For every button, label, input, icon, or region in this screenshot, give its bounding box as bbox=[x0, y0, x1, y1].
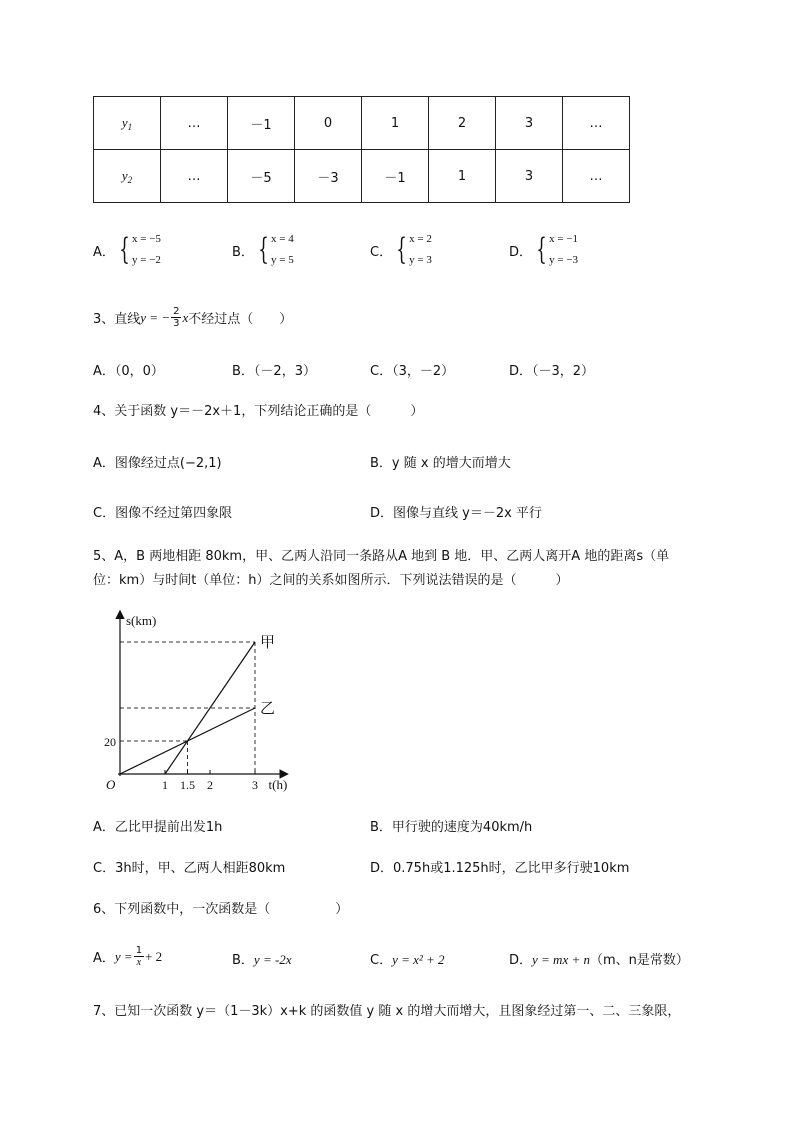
option-a[interactable]: A．乙比甲提前出发1h bbox=[93, 820, 223, 835]
guide-lines bbox=[120, 642, 255, 774]
equation: y = 3 bbox=[409, 254, 432, 266]
option-a[interactable] bbox=[93, 945, 162, 968]
option-c[interactable]: C．图像不经过第四象限 bbox=[93, 506, 233, 521]
series-lines bbox=[120, 633, 275, 774]
expression: y = -2x bbox=[253, 952, 292, 967]
row-label-sub: 2 bbox=[127, 174, 133, 185]
option-d[interactable] bbox=[509, 949, 689, 968]
table-cell: 1 bbox=[429, 150, 496, 203]
origin-label: O bbox=[106, 777, 116, 792]
fraction-numerator: 1 bbox=[135, 945, 143, 956]
option-b[interactable]: B．（－2，3） bbox=[232, 364, 316, 379]
option-b[interactable]: B．甲行驶的速度为40km/h bbox=[370, 820, 533, 835]
table-cell: －3 bbox=[295, 150, 362, 203]
option-letter: A． bbox=[93, 951, 115, 966]
row-label-var: y bbox=[121, 114, 128, 130]
option-a[interactable]: A．图像经过点(−2,1) bbox=[93, 456, 222, 471]
option-c[interactable]: C．（3，－2） bbox=[370, 364, 455, 379]
table-cell: … bbox=[563, 97, 630, 150]
equation: y = −2 bbox=[132, 254, 161, 266]
option-d[interactable]: D．（－3，2） bbox=[509, 364, 595, 379]
equation: x = 4 bbox=[271, 233, 294, 245]
equation: x = 2 bbox=[409, 233, 432, 245]
table-cell: 3 bbox=[496, 97, 563, 150]
expression: y = x² + 2 bbox=[392, 952, 445, 967]
table-cell: 0 bbox=[295, 97, 362, 150]
fraction bbox=[134, 945, 144, 968]
table-cell: －5 bbox=[228, 150, 295, 203]
option-letter: C． bbox=[370, 244, 393, 260]
series-label: 甲 bbox=[260, 633, 276, 651]
option-note: （m、n是常数） bbox=[590, 953, 689, 968]
y-tick-label: 20 bbox=[104, 735, 116, 749]
expression: + 2 bbox=[145, 948, 163, 964]
option-c[interactable] bbox=[370, 229, 432, 271]
row-label bbox=[94, 97, 161, 150]
table-cell: 3 bbox=[496, 150, 563, 203]
row-label-sub: 1 bbox=[127, 121, 133, 132]
series-label: 乙 bbox=[260, 699, 276, 717]
brace-icon: { bbox=[396, 232, 407, 267]
option-b[interactable] bbox=[232, 949, 292, 968]
table-cell: … bbox=[161, 150, 228, 203]
option-a[interactable] bbox=[93, 229, 161, 271]
x-tick-label: 2 bbox=[207, 778, 213, 792]
x-axis-label: t(h) bbox=[268, 777, 288, 792]
fraction bbox=[171, 306, 181, 329]
q3-suffix: 不经过点（ ） bbox=[188, 312, 293, 327]
fraction-denominator: x bbox=[136, 957, 142, 968]
option-d[interactable] bbox=[509, 229, 578, 271]
q3-prefix: 3、直线 bbox=[93, 312, 141, 327]
table-row bbox=[94, 97, 630, 150]
x-tick-label: 1.5 bbox=[180, 778, 195, 792]
question-5-stem-line2: 位：km）与时间t（单位：h）之间的关系如图所示．下列说法错误的是（ ） bbox=[93, 573, 569, 588]
question-5-stem-line1: 5、A，B 两地相距 80km，甲、乙两人沿同一条路从A 地到 B 地．甲、乙两人离开A 地的距离s（单 bbox=[93, 549, 670, 564]
equation: y = −3 bbox=[549, 254, 579, 266]
x-tick-label: 3 bbox=[252, 778, 258, 792]
row-label-var: y bbox=[121, 167, 128, 183]
fraction-numerator: 2 bbox=[173, 306, 180, 317]
option-letter: D． bbox=[509, 244, 533, 260]
expression: y = mx + n bbox=[532, 952, 590, 967]
q3-equation: y = − bbox=[140, 309, 171, 325]
brace-icon: { bbox=[258, 232, 269, 267]
option-letter: B． bbox=[232, 244, 254, 260]
question-6-stem: 6、下列函数中，一次函数是（ ） bbox=[93, 902, 349, 917]
option-letter: C． bbox=[370, 953, 393, 968]
option-b[interactable] bbox=[232, 229, 294, 271]
value-table bbox=[93, 96, 630, 203]
option-c[interactable]: C．3h时，甲、乙两人相距80km bbox=[93, 861, 286, 876]
expression: y = bbox=[114, 948, 133, 964]
brace-icon: { bbox=[536, 232, 547, 267]
equation: x = −5 bbox=[132, 233, 161, 245]
y-axis-label: s(km) bbox=[126, 613, 157, 628]
table-cell: … bbox=[161, 97, 228, 150]
option-letter: B． bbox=[232, 953, 254, 968]
table-cell: 1 bbox=[362, 97, 429, 150]
table-cell: －1 bbox=[228, 97, 295, 150]
x-tick-label: 1 bbox=[162, 778, 168, 792]
question-7-stem: 7、已知一次函数 y＝（1－3k）x+k 的函数值 y 随 x 的增大而增大，且图象经过第一、二、三象限， bbox=[93, 1004, 681, 1019]
q3-var: x bbox=[182, 309, 189, 325]
option-letter: A． bbox=[93, 244, 115, 260]
distance-time-chart bbox=[100, 606, 300, 796]
table-cell: 2 bbox=[429, 97, 496, 150]
question-4-stem: 4、关于函数 y＝－2x＋1，下列结论正确的是（ ） bbox=[93, 404, 424, 419]
equation: x = −1 bbox=[549, 233, 579, 245]
row-label bbox=[94, 150, 161, 203]
option-letter: D． bbox=[509, 953, 533, 968]
fraction-denominator: 3 bbox=[173, 318, 180, 329]
option-c[interactable] bbox=[370, 949, 445, 968]
option-a[interactable]: A．（0，0） bbox=[93, 364, 164, 379]
equation: y = 5 bbox=[271, 254, 294, 266]
table-cell: … bbox=[563, 150, 630, 203]
option-d[interactable]: D．图像与直线 y＝－2x 平行 bbox=[370, 506, 542, 521]
table-cell: －1 bbox=[362, 150, 429, 203]
table-row bbox=[94, 150, 630, 203]
option-b[interactable]: B．y 随 x 的增大而增大 bbox=[370, 456, 511, 471]
brace-icon: { bbox=[119, 232, 130, 267]
option-d[interactable]: D．0.75h或1.125h时，乙比甲多行驶10km bbox=[370, 861, 630, 876]
question-3-stem bbox=[93, 306, 292, 329]
